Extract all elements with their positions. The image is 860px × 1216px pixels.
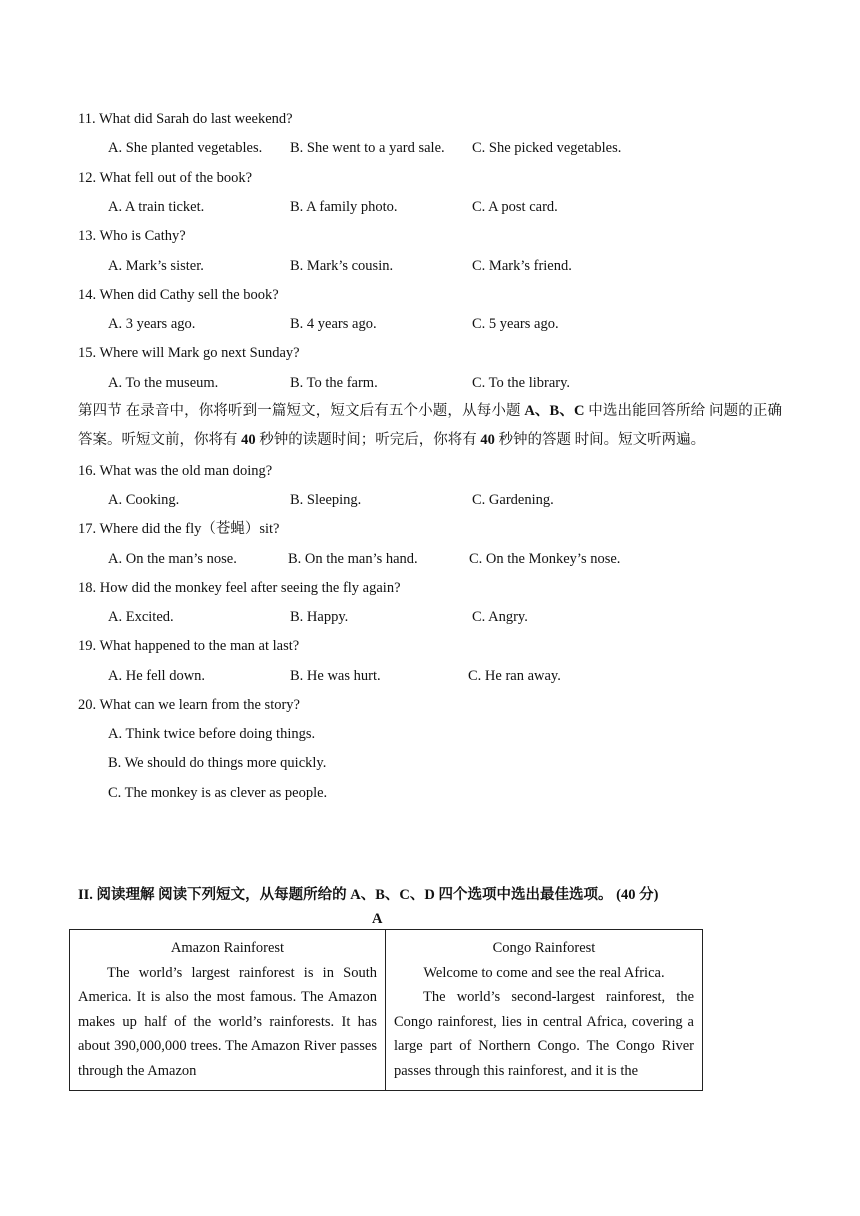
option-13-b: B. Mark’s cousin. bbox=[290, 258, 394, 274]
question-20: 20. What can we learn from the story? bbox=[78, 697, 300, 713]
passage-label: A bbox=[372, 911, 383, 927]
section-4-bold-abc: A、B、C bbox=[524, 403, 585, 419]
option-19-c: C. He ran away. bbox=[468, 668, 561, 684]
option-16-b: B. Sleeping. bbox=[290, 492, 362, 508]
section-4-bold-40b: 40 bbox=[480, 432, 495, 448]
amazon-cell bbox=[70, 930, 386, 1091]
reading-heading: II. 阅读理解 阅读下列短文，从每题所给的 A、B、C、D 四个选项中选出最佳选项。 (40 分) bbox=[78, 887, 659, 903]
question-11: 11. What did Sarah do last weekend? bbox=[78, 111, 293, 127]
option-20-b: B. We should do things more quickly. bbox=[108, 755, 327, 771]
question-16: 16. What was the old man doing? bbox=[78, 463, 273, 479]
congo-text: The world’s second-largest rainforest, the Congo rainforest, lies in central Africa, covering a large part of Northern Congo. The Congo River passes through this rainforest, and it is the bbox=[394, 989, 694, 1079]
option-17-b: B. On the man’s hand. bbox=[288, 551, 418, 567]
option-12-a: A. A train ticket. bbox=[108, 199, 205, 215]
option-13-c: C. Mark’s friend. bbox=[472, 258, 572, 274]
option-19-a: A. He fell down. bbox=[108, 668, 206, 684]
option-17-c: C. On the Monkey’s nose. bbox=[469, 551, 621, 567]
option-20-c: C. The monkey is as clever as people. bbox=[108, 785, 328, 801]
question-12: 12. What fell out of the book? bbox=[78, 170, 253, 186]
congo-cell bbox=[386, 930, 703, 1091]
option-12-c: C. A post card. bbox=[472, 199, 558, 215]
option-12-b: B. A family photo. bbox=[290, 199, 398, 215]
section-4-instructions bbox=[78, 397, 782, 455]
option-14-c: C. 5 years ago. bbox=[472, 316, 559, 332]
rainforest-table bbox=[69, 929, 703, 1091]
option-18-b: B. Happy. bbox=[290, 609, 349, 625]
section-4-text-3: 秒钟的读题时间；听完后，你将有 bbox=[255, 432, 481, 448]
section-4-text-4: 秒钟的答题 时间。短文听两遍。 bbox=[494, 432, 706, 448]
option-11-c: C. She picked vegetables. bbox=[472, 140, 622, 156]
amazon-title: Amazon Rainforest bbox=[170, 940, 285, 956]
amazon-text: The world’s largest rainforest is in South America. It is also the most famous. The Amazon makes up half of the world’s rainforests. It has about 390,000,000 trees. The Amazon River passes through the Amazon bbox=[78, 964, 377, 1079]
option-19-b: B. He was hurt. bbox=[290, 668, 381, 684]
option-15-c: C. To the library. bbox=[472, 375, 571, 391]
option-16-c: C. Gardening. bbox=[472, 492, 554, 508]
question-15: 15. Where will Mark go next Sunday? bbox=[78, 345, 300, 361]
option-18-c: C. Angry. bbox=[472, 609, 528, 625]
option-13-a: A. Mark’s sister. bbox=[108, 258, 204, 274]
option-15-b: B. To the farm. bbox=[290, 375, 378, 391]
option-17-a: A. On the man’s nose. bbox=[108, 551, 237, 567]
option-15-a: A. To the museum. bbox=[108, 375, 219, 391]
congo-welcome: Welcome to come and see the real Africa. bbox=[423, 964, 665, 981]
option-11-b: B. She went to a yard sale. bbox=[290, 140, 445, 156]
table-row bbox=[70, 930, 703, 1091]
question-17: 17. Where did the fly（苍蝇）sit? bbox=[78, 521, 280, 537]
option-11-a: A. She planted vegetables. bbox=[108, 140, 263, 156]
option-18-a: A. Excited. bbox=[108, 609, 174, 625]
option-14-a: A. 3 years ago. bbox=[108, 316, 196, 332]
question-14: 14. When did Cathy sell the book? bbox=[78, 287, 279, 303]
section-4-bold-40a: 40 bbox=[241, 432, 256, 448]
option-14-b: B. 4 years ago. bbox=[290, 316, 377, 332]
question-13: 13. Who is Cathy? bbox=[78, 228, 186, 244]
option-20-a: A. Think twice before doing things. bbox=[108, 726, 316, 742]
question-19: 19. What happened to the man at last? bbox=[78, 638, 300, 654]
section-4-text-2: 中选出能回答所给 问题的正确答案。听短文前，你将有 bbox=[78, 403, 782, 448]
congo-title: Congo Rainforest bbox=[492, 940, 596, 956]
option-16-a: A. Cooking. bbox=[108, 492, 180, 508]
section-4-text-1: 第四节 在录音中，你将听到一篇短文，短文后有五个小题，从每小题 bbox=[78, 403, 525, 419]
question-18: 18. How did the monkey feel after seeing the fly again? bbox=[78, 580, 401, 596]
